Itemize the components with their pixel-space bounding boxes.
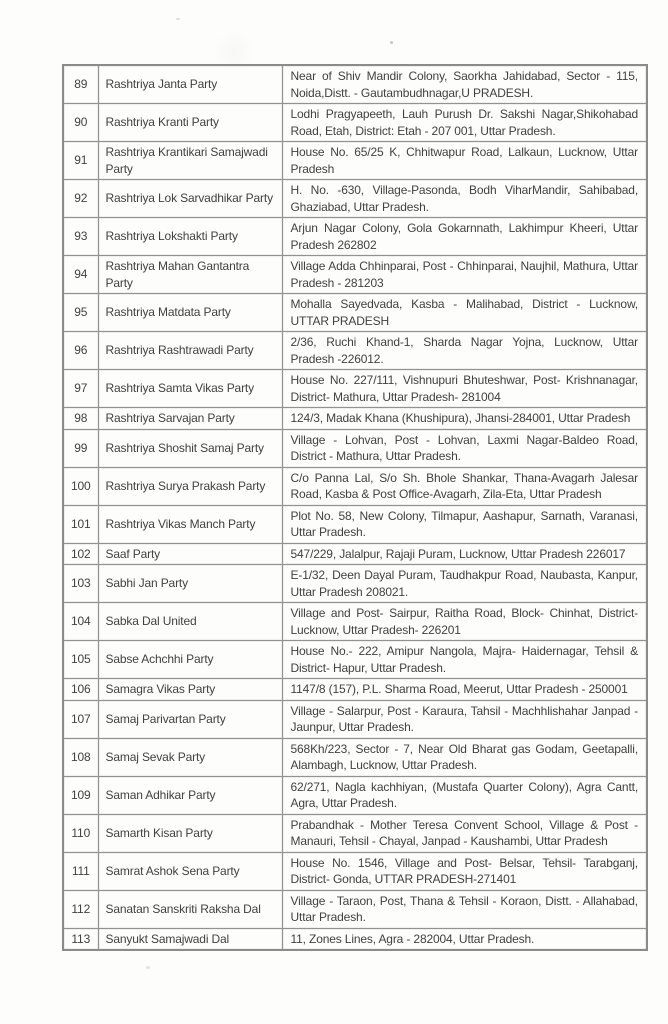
serial-number-cell: 90: [63, 104, 98, 142]
address-cell: Lodhi Pragyapeeth, Lauh Purush Dr. Sakshi Nagar,Shikohabad Road, Etah, District: Etah - 207 001, Uttar Pradesh.: [282, 104, 647, 142]
address-cell: Village - Taraon, Post, Thana & Tehsil - Koraon, Distt. - Allahabad, Uttar Pradesh.: [282, 890, 647, 928]
table-row: [63, 738, 647, 776]
serial-number-cell: 95: [63, 294, 98, 332]
serial-number-cell: 104: [63, 603, 98, 641]
party-name-cell: Samaj Sevak Party: [98, 738, 282, 776]
party-name-cell: Rashtriya Surya Prakash Party: [98, 467, 282, 505]
party-name-cell: Rashtriya Matdata Party: [98, 294, 282, 332]
serial-number-cell: 103: [63, 565, 98, 603]
party-list-table: [62, 64, 648, 951]
serial-number-cell: 109: [63, 776, 98, 814]
serial-number-cell: 91: [63, 142, 98, 180]
party-name-cell: Samrat Ashok Sena Party: [98, 852, 282, 890]
serial-number-cell: 110: [63, 814, 98, 852]
scan-speckle: [176, 18, 180, 20]
address-cell: Prabandhak - Mother Teresa Convent School, Village & Post - Manauri, Tehsil - Chayal, Janpad - Kaushambi, Uttar Pradesh: [282, 814, 647, 852]
party-name-cell: Sabka Dal United: [98, 603, 282, 641]
serial-number-cell: 105: [63, 641, 98, 679]
party-name-cell: Rashtriya Sarvajan Party: [98, 408, 282, 430]
table-row: [63, 180, 647, 218]
serial-number-cell: 101: [63, 505, 98, 543]
table-row: [63, 890, 647, 928]
party-name-cell: Samagra Vikas Party: [98, 679, 282, 701]
party-name-cell: Sanatan Sanskriti Raksha Dal: [98, 890, 282, 928]
serial-number-cell: 107: [63, 700, 98, 738]
party-name-cell: Rashtriya Mahan Gantantra Party: [98, 256, 282, 294]
table-row: [63, 928, 647, 950]
table-row: [63, 565, 647, 603]
party-name-cell: Samaj Parivartan Party: [98, 700, 282, 738]
table-row: [63, 370, 647, 408]
address-cell: House No. 65/25 K, Chhitwapur Road, Lalkaun, Lucknow, Uttar Pradesh: [282, 142, 647, 180]
table-row: [63, 679, 647, 701]
address-cell: 62/271, Nagla kachhiyan, (Mustafa Quarter Colony), Agra Cantt, Agra, Uttar Pradesh.: [282, 776, 647, 814]
table-row: [63, 332, 647, 370]
serial-number-cell: 94: [63, 256, 98, 294]
party-name-cell: Saman Adhikar Party: [98, 776, 282, 814]
table-row: [63, 641, 647, 679]
serial-number-cell: 112: [63, 890, 98, 928]
serial-number-cell: 98: [63, 408, 98, 430]
table-row: [63, 142, 647, 180]
party-name-cell: Rashtriya Janta Party: [98, 65, 282, 104]
address-cell: Near of Shiv Mandir Colony, Saorkha Jahidabad, Sector - 115, Noida,Distt. - Gautambudhnagar,U PRADESH.: [282, 65, 647, 104]
serial-number-cell: 111: [63, 852, 98, 890]
party-name-cell: Rashtriya Lok Sarvadhikar Party: [98, 180, 282, 218]
address-cell: H. No. -630, Village-Pasonda, Bodh ViharMandir, Sahibabad, Ghaziabad, Uttar Pradesh.: [282, 180, 647, 218]
table-row: [63, 294, 647, 332]
party-table-body: [63, 65, 647, 950]
serial-number-cell: 100: [63, 467, 98, 505]
address-cell: 124/3, Madak Khana (Khushipura), Jhansi-284001, Uttar Pradesh: [282, 408, 647, 430]
party-name-cell: Sabse Achchhi Party: [98, 641, 282, 679]
address-cell: 2/36, Ruchi Khand-1, Sharda Nagar Yojna, Lucknow, Uttar Pradesh -226012.: [282, 332, 647, 370]
serial-number-cell: 106: [63, 679, 98, 701]
address-cell: C/o Panna Lal, S/o Sh. Bhole Shankar, Thana-Avagarh Jalesar Road, Kasba & Post Office-Avagarh, Zila-Eta, Uttar Pradesh: [282, 467, 647, 505]
address-cell: Village Adda Chhinparai, Post - Chhinparai, Naujhil, Mathura, Uttar Pradesh - 281203: [282, 256, 647, 294]
party-name-cell: Rashtriya Lokshakti Party: [98, 218, 282, 256]
party-name-cell: Rashtriya Rashtrawadi Party: [98, 332, 282, 370]
party-name-cell: Rashtriya Shoshit Samaj Party: [98, 429, 282, 467]
address-cell: Village and Post- Sairpur, Raitha Road, Block- Chinhat, District- Lucknow, Uttar Pradesh- 226201: [282, 603, 647, 641]
table-row: [63, 467, 647, 505]
serial-number-cell: 92: [63, 180, 98, 218]
address-cell: 547/229, Jalalpur, Rajaji Puram, Lucknow, Uttar Pradesh 226017: [282, 543, 647, 565]
table-row: [63, 776, 647, 814]
serial-number-cell: 108: [63, 738, 98, 776]
scan-speckle: [390, 41, 393, 44]
address-cell: 568Kh/223, Sector - 7, Near Old Bharat gas Godam, Geetapalli, Alambagh, Lucknow, Uttar Pradesh.: [282, 738, 647, 776]
table-row: [63, 104, 647, 142]
serial-number-cell: 96: [63, 332, 98, 370]
address-cell: House No.- 222, Amipur Nangola, Majra- Haidernagar, Tehsil & District- Hapur, Uttar Pradesh.: [282, 641, 647, 679]
address-cell: Village - Salarpur, Post - Karaura, Tahsil - Machhlishahar Janpad - Jaunpur, Uttar Pradesh.: [282, 700, 647, 738]
party-name-cell: Sanyukt Samajwadi Dal: [98, 928, 282, 950]
address-cell: Mohalla Sayedvada, Kasba - Malihabad, District - Lucknow, UTTAR PRADESH: [282, 294, 647, 332]
serial-number-cell: 97: [63, 370, 98, 408]
table-row: [63, 408, 647, 430]
scan-speckle: [146, 966, 150, 969]
serial-number-cell: 99: [63, 429, 98, 467]
address-cell: E-1/32, Deen Dayal Puram, Taudhakpur Road, Naubasta, Kanpur, Uttar Pradesh 208021.: [282, 565, 647, 603]
address-cell: Arjun Nagar Colony, Gola Gokarnnath, Lakhimpur Kheeri, Uttar Pradesh 262802: [282, 218, 647, 256]
table-row: [63, 814, 647, 852]
party-name-cell: Rashtriya Kranti Party: [98, 104, 282, 142]
table-row: [63, 543, 647, 565]
address-cell: 1147/8 (157), P.L. Sharma Road, Meerut, Uttar Pradesh - 250001: [282, 679, 647, 701]
table-row: [63, 852, 647, 890]
serial-number-cell: 102: [63, 543, 98, 565]
party-name-cell: Samarth Kisan Party: [98, 814, 282, 852]
serial-number-cell: 89: [63, 65, 98, 104]
address-cell: House No. 1546, Village and Post- Belsar, Tehsil- Tarabganj, District- Gonda, UTTAR PRADESH-271401: [282, 852, 647, 890]
party-name-cell: Saaf Party: [98, 543, 282, 565]
address-cell: 11, Zones Lines, Agra - 282004, Uttar Pradesh.: [282, 928, 647, 950]
serial-number-cell: 113: [63, 928, 98, 950]
table-row: [63, 700, 647, 738]
party-name-cell: Rashtriya Samta Vikas Party: [98, 370, 282, 408]
table-row: [63, 256, 647, 294]
table-row: [63, 429, 647, 467]
address-cell: Village - Lohvan, Post - Lohvan, Laxmi Nagar-Baldeo Road, District - Mathura, Uttar Pradesh.: [282, 429, 647, 467]
table-row: [63, 218, 647, 256]
address-cell: Plot No. 58, New Colony, Tilmapur, Aashapur, Sarnath, Varanasi, Uttar Pradesh.: [282, 505, 647, 543]
serial-number-cell: 93: [63, 218, 98, 256]
table-row: [63, 65, 647, 104]
table-row: [63, 505, 647, 543]
party-name-cell: Sabhi Jan Party: [98, 565, 282, 603]
address-cell: House No. 227/111, Vishnupuri Bhuteshwar, Post- Krishnanagar, District- Mathura, Uttar Pradesh- 281004: [282, 370, 647, 408]
table-row: [63, 603, 647, 641]
party-name-cell: Rashtriya Vikas Manch Party: [98, 505, 282, 543]
party-name-cell: Rashtriya Krantikari Samajwadi Party: [98, 142, 282, 180]
